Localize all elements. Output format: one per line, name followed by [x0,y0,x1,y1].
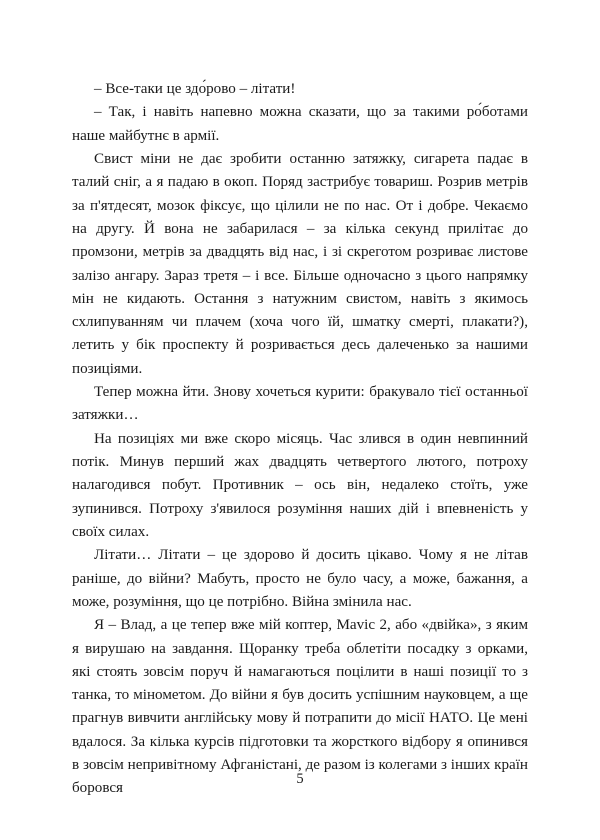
paragraph: – Так, і навіть напевно можна сказати, що за такими ро́ботами наше майбутнє в армії. [72,104,528,144]
paragraph: – Все-таки це здо́рово – літати! [94,81,296,97]
paragraph: Свист міни не дає зробити останню затяжку, сигарета падає в талий сніг, а я падаю в окоп. Поряд застрибує товариш. Розрив метрів за п'ятдесят, мозок фіксує, що цілили не по нас. От і добре. Чекаємо на другу. Й вона не забарилася – за кілька секунд прилітає до промзони, метрів за двадцять від нас, і зі скреготом розриває листове залізо ангару. Зараз третя – і все. Більше одночасно з цього напрямку мін не кидають. Остання з натужним свистом, навіть з якимось схлипуванням чи плачем (хоча чого їй, шматку смерті, плакати?), летить у бік проспекту й розривається десь далеченько за нашими позиціями. [72,150,528,377]
page-body-text [72,78,528,801]
paragraph: Я – Влад, а це тепер вже мій коптер, Mavic 2, або «двійка», з яким я вирушаю на завдання. Щоранку треба облетіти посадку з орками, які стоять зовсім поруч й намагаються поцілити в наші позиції то з танка, то мінометом. До війни я був досить успішним науковцем, а ще прагнув вивчити англійську мову й потрапити до місії НАТО. Це мені вдалося. За кілька курсів підготовки та жорсткого відбору я опинився в зовсім непривітному Афганістані, де разом із колегами з інших країн боровся [72,617,528,797]
paragraph: Тепер можна йти. Знову хочеться курити: бракувало тієї останньої затяжки… [72,384,528,424]
paragraph: На позиціях ми вже скоро місяць. Час злився в один невпинний потік. Минув перший жах двадцять четвертого лютого, потроху налагодився побут. Противник – ось він, недалеко стоїть, уже зупинився. Потроху з'явилося розуміння наших дій і впевненість у своїх силах. [72,430,528,540]
paragraph: Літати… Літати – це здорово й досить цікаво. Чому я не літав раніше, до війни? Мабуть, просто не було часу, а може, бажання, а може, розуміння, що це потрібно. Війна змінила нас. [72,547,528,610]
page-number: 5 [296,771,304,787]
